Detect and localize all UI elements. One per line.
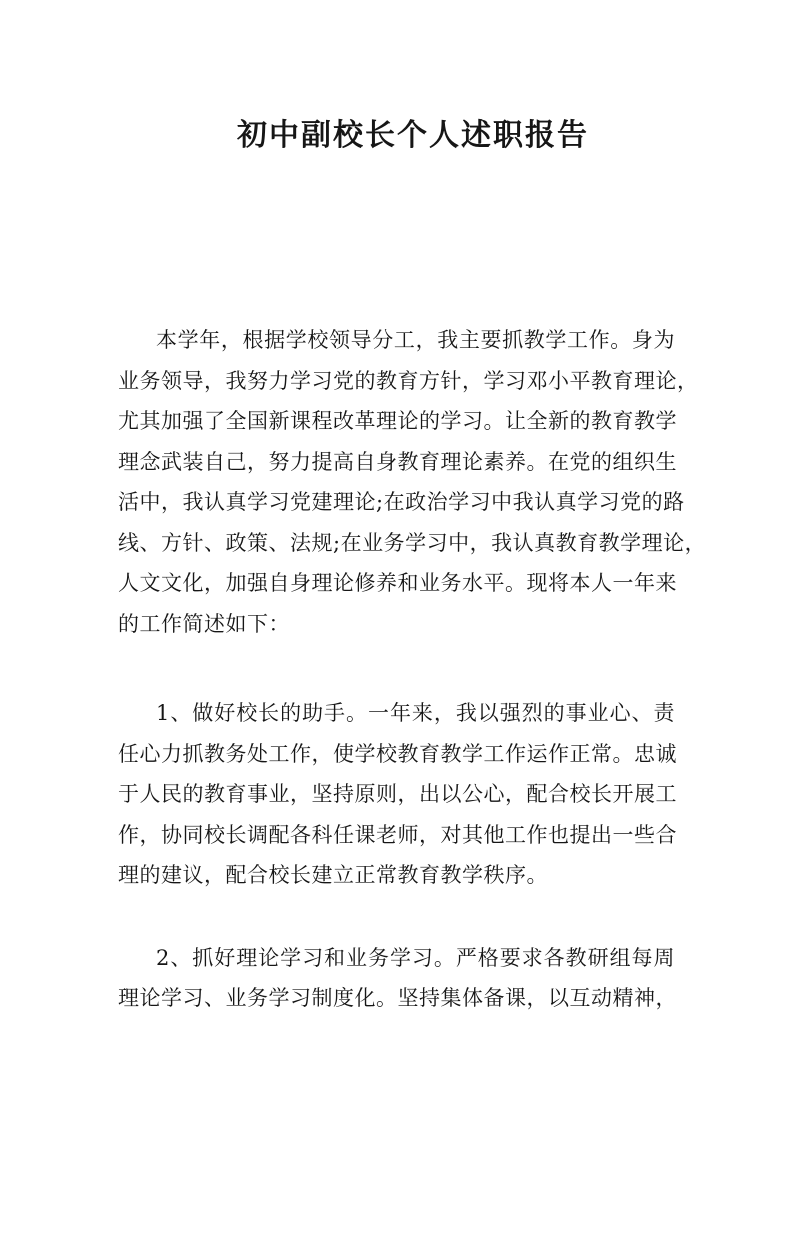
text-line: 于人民的教育事业，坚持原则，出以公心，配合校长开展工 [118, 782, 677, 806]
body-paragraph-1 [118, 320, 707, 644]
text-line: 理论学习、业务学习制度化。坚持集体备课，以互动精神， [118, 986, 677, 1010]
text-line: 任心力抓教务处工作，使学校教育教学工作运作正常。忠诚 [118, 741, 677, 766]
document-page [0, 116, 793, 1238]
text-line: 的工作简述如下： [118, 611, 290, 636]
text-line: 人文文化，加强自身理论修养和业务水平。现将本人一年来 [118, 571, 677, 595]
text-line: 尤其加强了全国新课程改革理论的学习。让全新的教育教学 [118, 409, 677, 433]
body-paragraph-2 [118, 693, 675, 896]
text-line: 本学年，根据学校领导分工，我主要抓教学工作。身为 [156, 328, 675, 352]
text-line: 活中，我认真学习党建理论;在政治学习中我认真学习党的路 [118, 490, 685, 514]
text-line: 理念武装自己，努力提高自身教育理论素养。在党的组织生 [118, 449, 677, 474]
document-title: 初中副校长个人述职报告 [237, 118, 589, 153]
body-paragraph-3 [118, 938, 675, 1019]
text-line: 2、抓好理论学习和业务学习。严格要求各教研组每周 [156, 945, 675, 970]
text-line: 业务领导，我努力学习党的教育方针，学习邓小平教育理论， [118, 368, 699, 393]
text-line: 作，协同校长调配各科任课老师，对其他工作也提出一些合 [118, 822, 677, 847]
text-line: 1、做好校长的助手。一年来，我以强烈的事业心、责 [156, 701, 675, 725]
text-line: 线、方针、政策、法规;在业务学习中，我认真教育教学理论， [118, 530, 707, 555]
text-line: 理的建议，配合校长建立正常教育教学秩序。 [118, 863, 548, 887]
